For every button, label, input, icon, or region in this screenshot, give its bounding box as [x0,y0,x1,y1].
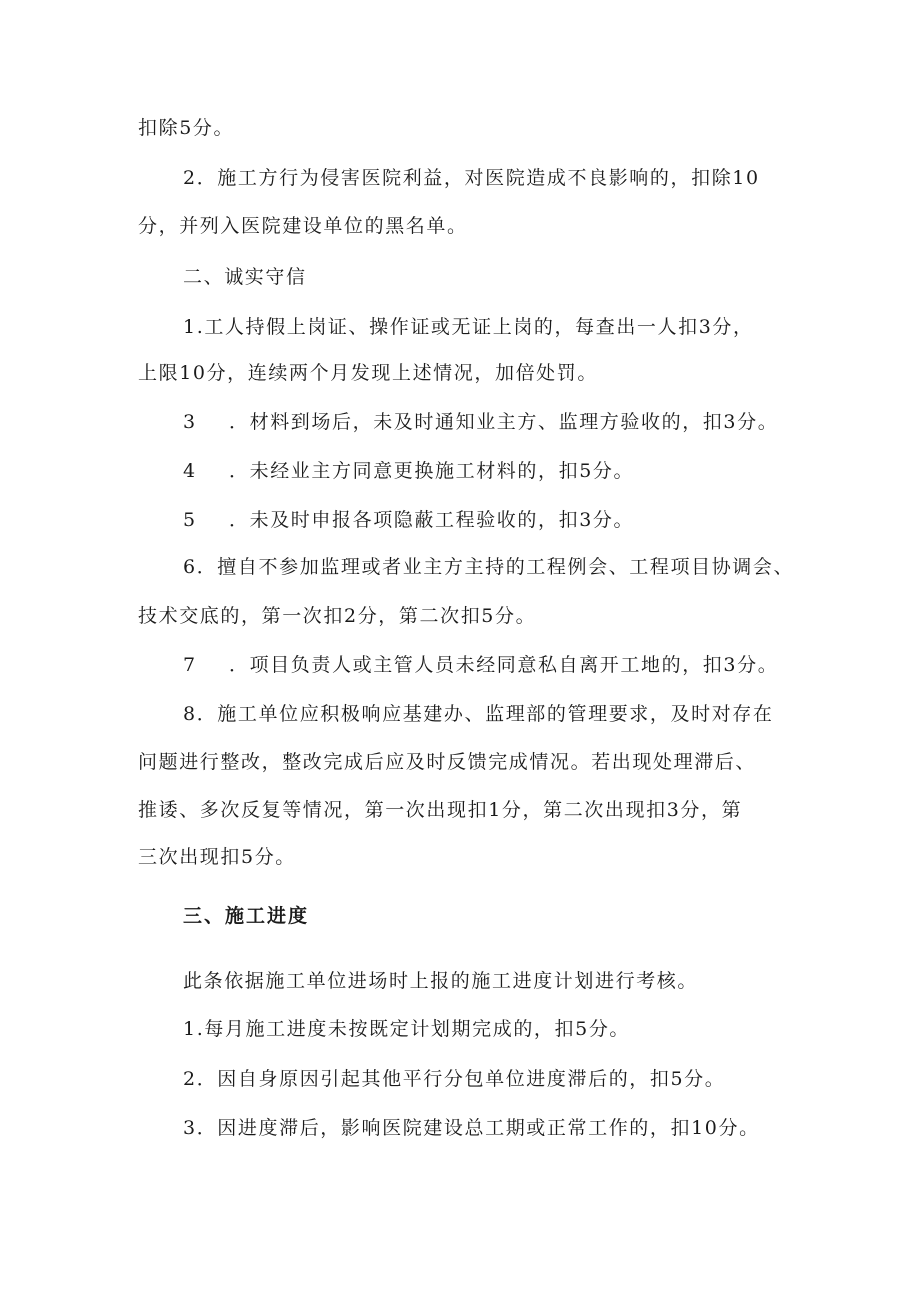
paragraph-line: 3．因进度滞后，影响医院建设总工期或正常工作的，扣10分。 [183,1117,760,1139]
list-number: 7 [183,654,197,676]
section-heading: 三、施工进度 [183,905,310,927]
paragraph-line: 1.工人持假上岗证、操作证或无证上岗的，每查出一人扣3分， [183,316,754,338]
paragraph-line: ．未及时申报各项隐蔽工程验收的，扣3分。 [229,509,635,531]
paragraph-line: 分，并列入医院建设单位的黑名单。 [138,215,468,237]
paragraph-line: 技术交底的，第一次扣2分，第二次扣5分。 [138,605,537,627]
paragraph-line: 2．因自身原因引起其他平行分包单位进度滞后的，扣5分。 [183,1068,726,1090]
section-heading: 二、诚实守信 [183,266,307,288]
paragraph-line: 上限10分，连续两个月发现上述情况，加倍处罚。 [138,362,598,384]
paragraph-line: ．材料到场后，未及时通知业主方、监理方验收的，扣3分。 [229,411,779,433]
paragraph-line: 问题进行整改，整改完成后应及时反馈完成情况。若出现处理滞后、 [138,751,757,773]
list-number: 4 [183,460,197,482]
list-number: 3 [183,411,197,433]
paragraph-line: ．未经业主方同意更换施工材料的，扣5分。 [229,460,635,482]
paragraph-line: 2．施工方行为侵害医院利益，对医院造成不良影响的，扣除10 [183,167,760,189]
paragraph-line: 推诿、多次反复等情况，第一次出现扣1分，第二次出现扣3分，第 [138,799,743,821]
paragraph-line: 三次出现扣5分。 [138,846,296,868]
paragraph-line: 6．擅自不参加监理或者业主方主持的工程例会、工程项目协调会、 [183,556,795,578]
list-number: 5 [183,509,197,531]
paragraph-line: 扣除5分。 [138,117,235,139]
paragraph-line: 8．施工单位应积极响应基建办、监理部的管理要求，及时对存在 [183,703,774,725]
paragraph-line: 1.每月施工进度未按既定计划期完成的，扣5分。 [183,1018,631,1040]
paragraph-line: ．项目负责人或主管人员未经同意私自离开工地的，扣3分。 [229,654,779,676]
paragraph-line: 此条依据施工单位进场时上报的施工进度计划进行考核。 [183,970,699,992]
